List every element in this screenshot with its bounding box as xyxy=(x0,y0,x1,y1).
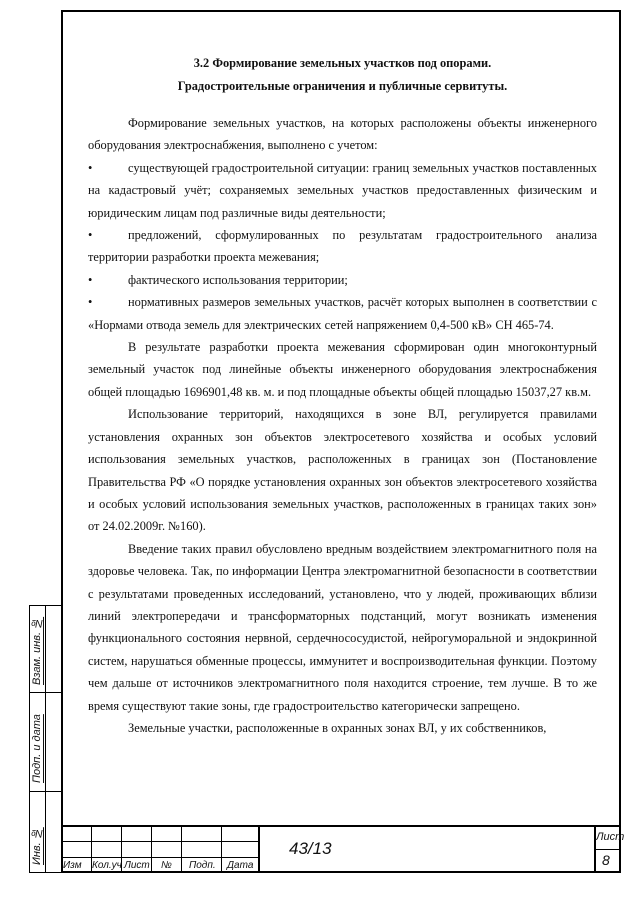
side-stamp xyxy=(29,605,61,873)
title-block xyxy=(61,825,625,873)
side-stamp-divider xyxy=(45,605,46,873)
list-item: • существующей градостроительной ситуации: границ земельных участков поставленных на кадастровый учёт; сохраняемых земельных участков предоставленных физическим и юридическим лицам под различные виды деятельности; xyxy=(88,157,597,224)
list-item: • нормативных размеров земельных участков, расчёт которых выполнен в соответствии с «Нормами отвода земель для электрических сетей напряжением 0,4-500 кВ» СН 465-74. xyxy=(88,291,597,336)
inventory-number-label: Инв. № xyxy=(31,827,43,865)
intro-paragraph: Формирование земельных участков, на которых расположены объекты инженерного оборудования электроснабжения, выполнено с учетом: xyxy=(88,116,597,153)
sheet-number: 8 xyxy=(602,852,610,868)
bullet-icon: • xyxy=(88,160,93,175)
paragraph-result: В результате разработки проекта межевания сформирован один многоконтурный земельный участок под линейные объекты инженерного оборудования электроснабжения общей площадью 1696901,48 кв. м. и под площадные объекты общей площадью 15037,27 кв.м. xyxy=(88,340,597,399)
signature-date-label: Подп. и дата xyxy=(31,714,43,783)
paragraph-owners: Земельные участки, расположенные в охранных зонах ВЛ, у их собственников, xyxy=(128,720,547,735)
section-heading-line1: 3.2 Формирование земельных участков под опорами. xyxy=(193,56,492,70)
caption-date: Дата xyxy=(227,860,254,871)
document-code: 43/13 xyxy=(289,839,332,858)
bullet-icon: • xyxy=(88,272,93,287)
caption-sheet: Лист xyxy=(124,860,150,871)
sheet-label: Лист xyxy=(596,831,625,843)
caption-number: № xyxy=(161,860,172,871)
caption-count: Кол.уч xyxy=(92,860,122,871)
section-heading-line2: Градостроительные ограничения и публичные сервитуты. xyxy=(177,79,508,93)
page-content xyxy=(88,52,597,739)
paragraph-field-effect: Введение таких правил обусловлено вредным воздействием электромагнитного поля на здоровье человека. Так, по информации Центра электромагнитной безопасности в соответствии с результатами проведенных исследований, установлено, что у людей, проживающих вблизи линий электропередачи и трансформаторных подстанций, могут возникать изменения функционального состояния нервной, сердечнососудистой, нейрогуморальной и эндокринной систем, нарушаться обменные процессы, иммунитет и воспроизводительная функции. Поэтому чем дальше от источников электромагнитного поля находится строение, тем лучше. В то же время существуют такие зоны, где градостроительство категорически запрещено. xyxy=(88,541,597,713)
list-item: • предложений, сформулированных по результатам градостроительного анализа территории разработки проекта межевания; xyxy=(88,224,597,269)
replacement-inventory-label: Взам. инв. № xyxy=(31,616,43,685)
caption-change: Изм xyxy=(63,860,82,871)
paragraph-usage: Использование территорий, находящихся в зоне ВЛ, регулируется правилами установления охранных зон объектов электросетевого хозяйства и особых условий использования земельных участков, расположенных в границах зон (Постановление Правительства РФ «О порядке установления охранных зон объектов электросетевого хозяйства и особых условий использования земельных участков, расположенных в границах таких зон» от 24.02.2009г. №160). xyxy=(88,407,597,534)
bullet-icon: • xyxy=(88,228,93,243)
caption-signature: Подп. xyxy=(189,860,216,871)
bullet-icon: • xyxy=(88,295,93,310)
list-item: • фактического использования территории; xyxy=(88,269,597,291)
